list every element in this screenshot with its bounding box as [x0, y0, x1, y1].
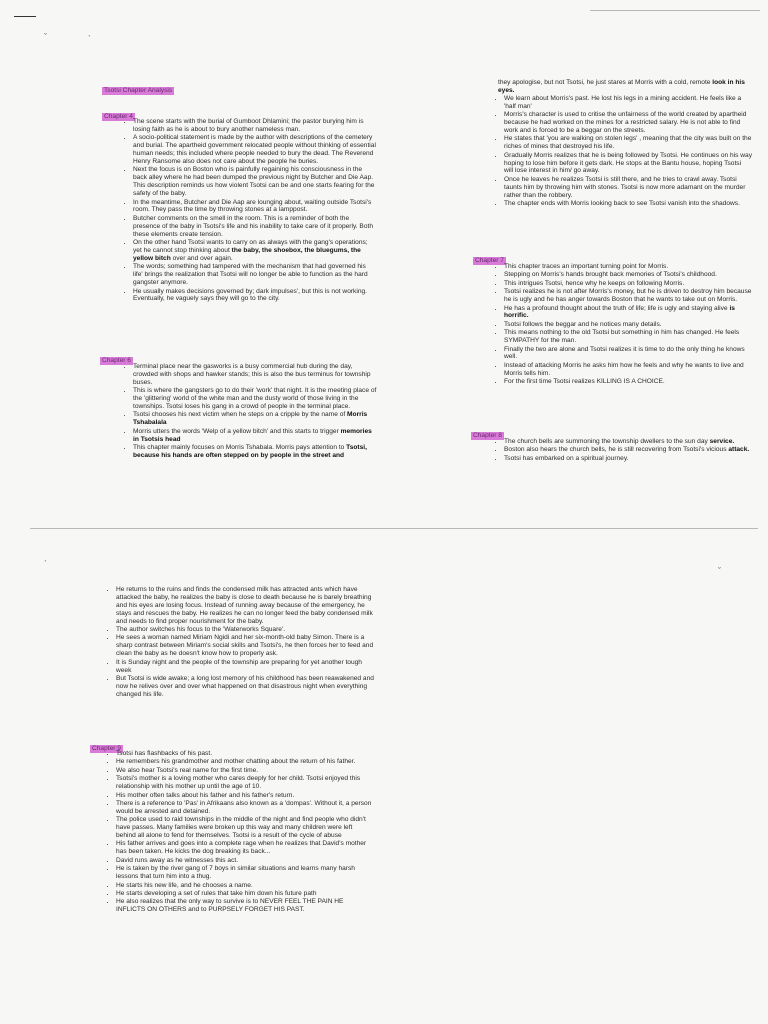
middle-fold-line	[30, 528, 758, 529]
chapter-8-bullets	[486, 438, 752, 463]
list-item: • He starts his new life, and he chooses a name.	[116, 882, 374, 890]
chapter-7-bullets	[486, 263, 752, 387]
list-item-text: The church bells are summoning the township dwellers to the sun day	[504, 438, 710, 445]
list-item	[133, 444, 377, 460]
chapter-6-bullets	[115, 363, 377, 460]
list-item-emphasis: memories in Tsotsis head	[133, 427, 372, 443]
list-item: • The words; something had tampered with the mechanism that had governed his life' brings the realization that Tsotsi will no longer be able to function as the hard gangster anymore.	[133, 263, 377, 287]
continuation-text-emphasis: look in his eyes.	[498, 79, 745, 94]
list-item-emphasis: Morris Tshabalala	[133, 411, 368, 427]
continuation-text	[486, 79, 752, 95]
right-column-continuation	[486, 79, 752, 209]
list-item-text: He has a profound thought about the truth of life; life is ugly and staying alive	[504, 304, 730, 312]
list-item: • We learn about Morris's past. He lost his legs in a mining accident. He feels like a 'half man'	[504, 95, 752, 111]
list-item: • He is taken by the river gang of 7 boys in similar situations and learns many harsh lessons that turn him into a thug.	[116, 865, 374, 881]
list-item: • He returns to the ruins and finds the condensed milk has attracted ants which have attacked the baby, he realizes the baby is close to death because he is barely breathing and his eyes are losing focus. Instead of running away because of the emergency, he stays and rescues the baby. He realizes he can no longer feed the baby condensed milk and needs to find proper nourishment for the baby.	[116, 586, 374, 626]
corner-tick-mark: ˇ	[44, 32, 47, 42]
list-item	[133, 411, 377, 427]
list-item	[504, 438, 752, 446]
list-item-text: On the other hand Tsotsi wants to carry on as always with the gang's operations; yet he cannot stop thinking about	[133, 239, 368, 254]
chapter-9-label: Chapter 9	[92, 745, 121, 752]
list-item: • His father arrives and goes into a complete rage when he realizes that David's mother has been taken. He kicks the dog breaking its back...	[116, 840, 374, 856]
list-item: • Butcher comments on the smell in the room. This is a reminder of both the presence of the baby in Tsotsi's life and his inability to take care of it properly. Both these elements create tension.	[133, 215, 377, 239]
list-item: • There is a reference to 'Pas' in Afrikaans also known as a 'dompas'. Without it, a person would be arrested and detained.	[116, 800, 374, 816]
chapter-6-label: Chapter 6	[102, 357, 131, 364]
list-item-emphasis: service.	[709, 438, 735, 445]
list-item: • Tsotsi follows the beggar and he notices many details.	[504, 321, 752, 329]
list-item-text: over and over again.	[170, 254, 233, 262]
list-item: • Stepping on Morris's hands brought back memories of Tsotsi's childhood.	[504, 271, 752, 279]
list-item-text: Tsotsi chooses his next victim when he steps on a cripple by the name of	[133, 411, 348, 419]
list-item: • He states that 'you are walking on stolen legs' , meaning that the city was built on the riches of mines that destroyed his life.	[504, 135, 752, 151]
list-item-emphasis: Tsotsi, because his hands are often stepped on by people in the street and	[133, 444, 367, 459]
list-item: • Finally the two are alone and Tsotsi realizes it is time to do the only thing he knows well.	[504, 346, 752, 362]
list-item: • He sees a woman named Miriam Ngidi and her six-month-old baby Simon. There is a sharp contrast between Miriam's social skills and Tsotsi's, he then forces her to feed and clean the baby as he doesn't know how to properly ask.	[116, 634, 374, 658]
corner-tick-mark: ˋ	[88, 34, 91, 44]
list-item: • The police used to raid townships in the middle of the night and find people who didn't have passes. Many families were broken up this way and many children were left behind all alone to fend for themselves. Tsotsi is a result of the cycle of abuse	[116, 816, 374, 840]
list-item	[504, 446, 752, 454]
list-item: • Morris's character is used to critise the unfairness of the world created by apartheid because he had worked on the mines for a restricted salary. He is not able to find work and is forced to be a beggar on the streets.	[504, 111, 752, 135]
list-item: • The chapter ends with Morris looking back to see Tsotsi vanish into the shadows.	[504, 200, 752, 208]
list-item-emphasis: the baby, the shoebox, the bluegums, the yellow bitch	[133, 247, 361, 262]
list-item	[133, 239, 377, 263]
list-item: • His mother often talks about his father and his father's return.	[116, 792, 374, 800]
list-item: • He usually makes decisions governed by; dark impulses', but this is not working. Eventually, he vaguely says they will go to the city.	[133, 288, 377, 304]
list-item: • It is Sunday night and the people of the township are preparing for yet another tough week	[116, 659, 374, 675]
list-item: • Tsotsi's mother is a loving mother who cares deeply for her child. Tsotsi enjoyed this relationship with his mother up until the age of 10.	[116, 775, 374, 791]
list-item-text: Morris utters the words 'Welp of a yellow bitch' and this starts to trigger	[133, 427, 341, 435]
list-item-emphasis: is horrific.	[504, 304, 735, 320]
list-item: • This means nothing to the old Tsotsi but something in him has changed. He feels SYMPATHY for the man.	[504, 329, 752, 345]
list-item	[133, 428, 377, 444]
list-item: • We also hear Tsotsi's real name for the first time.	[116, 767, 374, 775]
continuation-text-start: they apologise, but not Tsotsi, he just stares at Morris with a cold, remote	[498, 79, 713, 86]
list-item: • Tsotsi has flashbacks of his past.	[116, 750, 374, 758]
chapter-4-bullets	[115, 118, 377, 304]
list-item-text: Boston also hears the church bells, he is still recovering from Tsotsi's vicious	[504, 446, 729, 454]
list-item: • In the meantime, Butcher and Die Aap are lounging about, waiting outside Tsotsi's room. They pass the time by throwing stones at a lamppost.	[133, 199, 377, 215]
list-item: • The author switches his focus to the 'Waterworks Square'.	[116, 626, 374, 634]
list-item: • Once he leaves he realizes Tsotsi is still there, and he tries to crawl away. Tsotsi taunts him by throwing him with stones. Tsotsi is now more adamant on the murder rather than the robbery.	[504, 176, 752, 200]
list-item: • He remembers his grandmother and mother chatting about the return of his father.	[116, 758, 374, 766]
chapter-4-label: Chapter 4	[104, 113, 133, 120]
list-item: • For the first time Tsotsi realizes KILLING IS A CHOICE.	[504, 378, 752, 386]
list-item: • Tsotsi has embarked on a spiritual journey.	[504, 455, 752, 463]
top-right-fold-line	[590, 10, 760, 11]
list-item: • He also realizes that the only way to survive is to NEVER FEEL THE PAIN HE INFLICTS ON OTHERS and to PURPSELY FORGET HIS PAST.	[116, 898, 374, 914]
list-item: • A socio-political statement is made by the author with descriptions of the cemetery and burial. The apartheid government relocated people without thinking of essential human needs; this included where people needed to bury the dead. The Reverend Henry Ransome also does not care about the people he buries.	[133, 134, 377, 166]
page-title-highlight: Tsotsi Chapter Analysis	[104, 87, 173, 94]
chapter-7-label: Chapter 7	[475, 257, 504, 264]
list-item: • This is where the gangsters go to do their 'work' that night. It is the meeting place of the 'glittering' world of the white man and the dusty world of those living in the townships. Tsotsi loses his gang in a crowd of people in the terminal place.	[133, 387, 377, 411]
list-item-text: This chapter mainly focuses on Morris Tshabala. Morris pays attention to	[133, 444, 347, 452]
list-item: • This intrigues Tsotsi, hence why he keeps on following Morris.	[504, 280, 752, 288]
list-item: • Gradually Morris realizes that he is being followed by Tsotsi. He continues on his way hoping to lose him before it gets dark. He stops at the Bantu house, hoping Tsotsi will lose interest in him/ go away.	[504, 152, 752, 176]
bottom-continuation-bullets	[98, 586, 374, 699]
list-item-emphasis: attack.	[728, 446, 750, 454]
list-item: • He starts developing a set of rules that take him down his future path	[116, 890, 374, 898]
list-item	[504, 305, 752, 321]
corner-tick-mark: ˋ	[44, 559, 47, 569]
list-item: • Instead of attacking Morris he asks him how he feels and why he wants to live and Morris tells him.	[504, 362, 752, 378]
list-item: • The scene starts with the burial of Gumboot Dhlamini; the pastor burying him is losing faith as he is about to bury another nameless man.	[133, 118, 377, 134]
chapter-9-bullets	[98, 750, 374, 915]
chapter-8-label: Chapter 8	[473, 432, 502, 439]
page-title	[102, 79, 174, 97]
list-item: • Terminal place near the gasworks is a busy commercial hub during the day, crowded with shops and hawker stands; this is also the bus terminus for township buses.	[133, 363, 377, 387]
list-item: • This chapter traces an important turning point for Morris.	[504, 263, 752, 271]
list-item: • David runs away as he witnesses this act.	[116, 857, 374, 865]
list-item: • But Tsotsi is wide awake; a long lost memory of his childhood has been reawakened and now he relives over and over what happened on that disastrous night when everything changed his life.	[116, 675, 374, 699]
top-left-scan-mark	[14, 16, 36, 17]
corner-tick-mark: ˇ	[718, 566, 721, 576]
list-item: • Next the focus is on Boston who is painfully regaining his consciousness in the back alley where he had been dumped the previous night by Butcher and Die Aap. This description reminds us how violent Tsotsi can be and one starts fearing for the safety of the baby.	[133, 166, 377, 198]
list-item: • Tsotsi realizes he is not after Morris's money, but he is driven to destroy him because he is ugly and he has anger towards Boston that he wants to take out on Morris.	[504, 288, 752, 304]
